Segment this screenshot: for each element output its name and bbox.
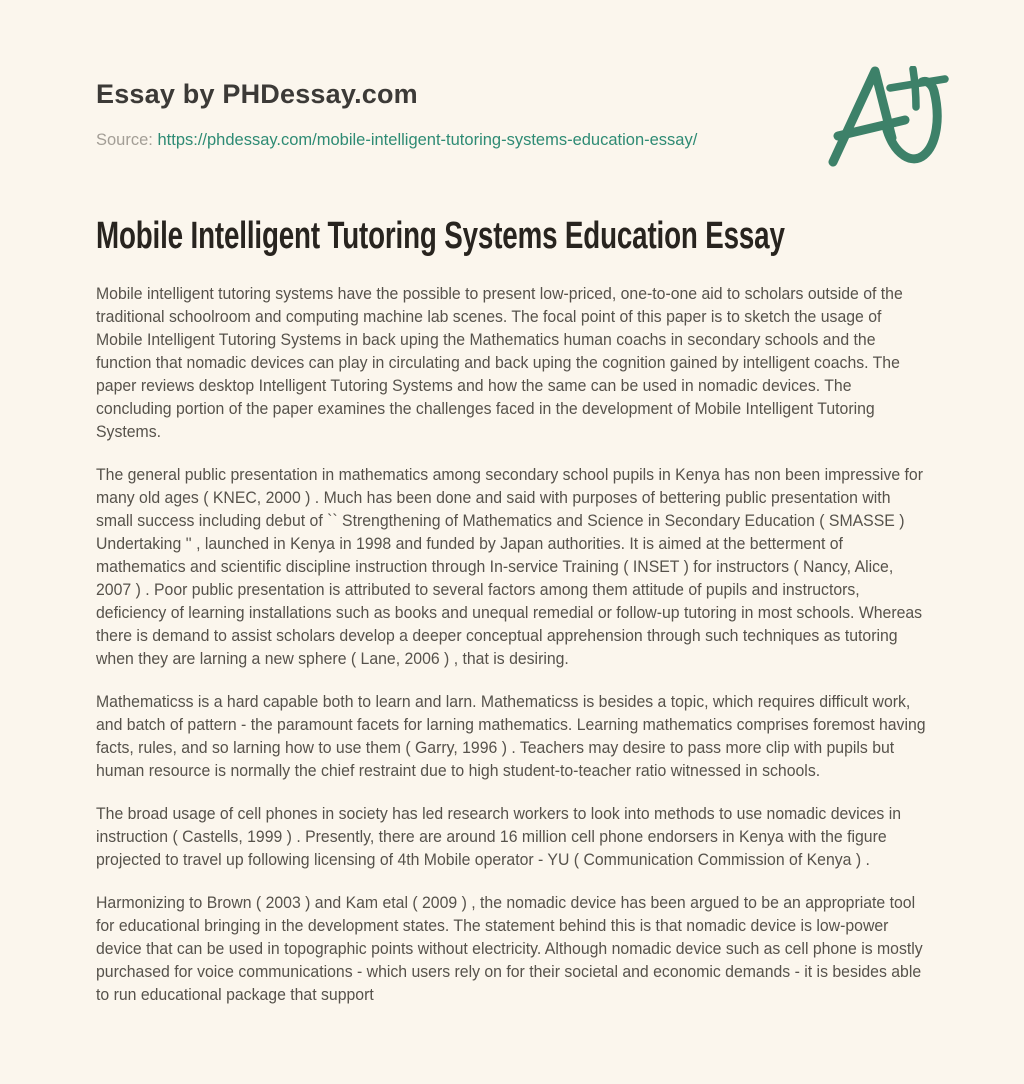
- essay-paragraph-1: Mobile intelligent tutoring systems have the possible to present low-priced, one-to-one aid to scholars outside of the traditional schoolroom and computing machine lab scenes. The focal point of this paper is to sketch the usage of Mobile Intelligent Tutoring Systems in back uping the Mathematics human coachs in secondary schools and the function that nomadic devices can play in circulating and back uping the cognition gained by intelligent coachs. The paper reviews desktop Intelligent Tutoring Systems and how the same can be used in nomadic devices. The concluding portion of the paper examines the challenges faced in the development of Mobile Intelligent Tutoring Systems.: [96, 284, 903, 441]
- a-plus-logo-icon: [828, 66, 955, 168]
- page-header: [96, 78, 928, 150]
- essay-paragraph-2: The general public presentation in mathematics among secondary school pupils in Kenya has non been impressive for many old ages ( KNEC, 2000 ) . Much has been done and said with purposes of bettering public presentation with small success including debut of `` Strengthening of Mathematics and Science in Secondary Education ( SMASSE ) Undertaking '' , launched in Kenya in 1998 and funded by Japan authorities. It is aimed at the betterment of mathematics and scientific discipline instruction through In-service Training ( INSET ) for instructors ( Nancy, Alice, 2007 ) . Poor public presentation is attributed to several factors among them attitude of pupils and instructors, deficiency of learning installations such as books and unequal remedial or follow-up tutoring in most schools. Whereas there is demand to assist scholars develop a deeper conceptual apprehension through such techniques as tutoring when they are larning a new sphere ( Lane, 2006 ) , that is desiring.: [96, 465, 923, 668]
- byline: Essay by PHDessay.com: [96, 79, 418, 109]
- essay-title: Mobile Intelligent Tutoring Systems Education Essay: [96, 215, 785, 257]
- essay-paragraph-4: The broad usage of cell phones in society has led research workers to look into methods to use nomadic devices in instruction ( Castells, 1999 ) . Presently, there are around 16 million cell phone endorsers in Kenya with the figure projected to travel up following licensing of 4th Mobile operator - YU ( Communication Commission of Kenya ) .: [96, 804, 902, 869]
- source-row: [96, 130, 796, 150]
- header-text: [96, 78, 796, 150]
- source-link[interactable]: https://phdessay.com/mobile-intelligent-tutoring-systems-education-essay/: [157, 131, 698, 149]
- essay-paragraph-5: Harmonizing to Brown ( 2003 ) and Kam etal ( 2009 ) , the nomadic device has been argued to be an appropriate tool for educational bringing in the development states. The statement behind this is that nomadic device is low-power device that can be used in topographic points without electricity. Although nomadic device such as cell phone is mostly purchased for voice communications - which users rely on for their societal and economic demands - it is besides able to run educational package that support: [96, 893, 923, 1004]
- essay-body: [96, 282, 929, 1006]
- essay-paragraph-3: Mathematicss is a hard capable both to learn and larn. Mathematicss is besides a topic, which requires difficult work, and batch of pattern - the paramount facets for larning mathematics. Learning mathematics comprises foremost having facts, rules, and so larning how to use them ( Garry, 1996 ) . Teachers may desire to pass more clip with pupils but human resource is normally the chief restraint due to high student-to-teacher ratio witnessed in schools.: [96, 692, 926, 780]
- source-label: Source:: [96, 131, 153, 149]
